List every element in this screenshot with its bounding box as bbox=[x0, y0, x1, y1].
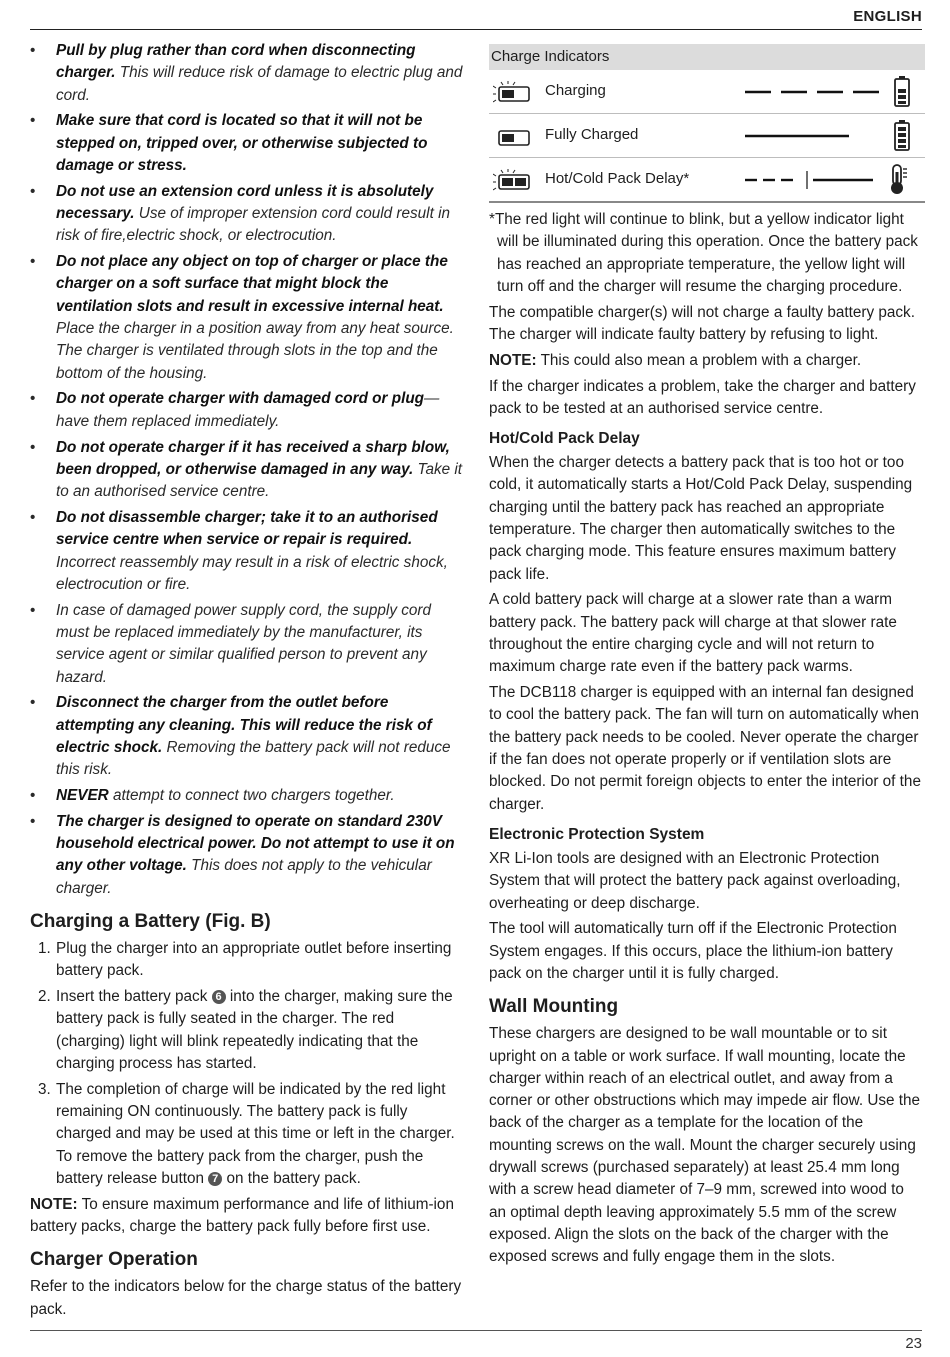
operation-paragraph: Refer to the indicators below for the charge status of the battery pack. bbox=[30, 1278, 462, 1318]
left-column bbox=[30, 40, 466, 1324]
hot-cold-paragraph: A cold battery pack will charge at a slower rate than a warm battery pack. The battery pack will charge at that slower rate throughout the entire charging cycle and will not return to maximum charge rate even if the battery pack warms. bbox=[489, 591, 897, 676]
battery-charging-icon bbox=[893, 75, 911, 114]
solid-pattern-icon bbox=[745, 126, 881, 153]
hot-cold-heading: Hot/Cold Pack Delay bbox=[489, 430, 640, 448]
indicator-label: Charging bbox=[545, 82, 606, 99]
dashed-then-solid-pattern-icon bbox=[745, 170, 881, 197]
warning-item: • Do not operate charger with damaged cord or plug—have them replaced immediately. bbox=[30, 388, 466, 433]
faulty-battery-paragraph: The compatible charger(s) will not charge a faulty battery pack. The charger will indicate faulty battery by refusing to light. bbox=[489, 303, 915, 343]
thermometer-icon bbox=[887, 163, 911, 202]
indicator-label: Fully Charged bbox=[545, 126, 639, 143]
language-label: ENGLISH bbox=[853, 8, 922, 25]
charge-indicators-header: Charge Indicators bbox=[489, 44, 925, 70]
blinking-led-icon bbox=[493, 80, 537, 111]
safety-warnings-list bbox=[30, 40, 466, 900]
callout-badge: 6 bbox=[212, 990, 226, 1004]
eps-paragraph: The tool will automatically turn off if the Electronic Protection System engages. If this occurs, place the lithium-ion battery pack on the charger until it is fully charged. bbox=[489, 920, 897, 982]
dual-led-blinking-icon bbox=[493, 168, 537, 199]
warning-item: • Do not operate charger if it has received a sharp blow, been dropped, or otherwise damaged in any way. Take it to an authorised service centre. bbox=[30, 437, 466, 504]
warning-item: • Pull by plug rather than cord when disconnecting charger. This will reduce risk of damage to electric plug and cord. bbox=[30, 40, 466, 107]
step-item: 1. Plug the charger into an appropriate outlet before inserting battery pack. bbox=[38, 939, 452, 980]
wall-mounting-paragraph: These chargers are designed to be wall mountable or to sit upright on a table or work surface. If wall mounting, locate the charger within reach of an electrical outlet, and away from a corner or other obstructions which may impede air flow. Use the back of the charger as a template for the location of the mounting screws on the wall. Mount the charger securely using drywall screws (purchased separately) at least 25.4 mm long with a screw head diameter of 7–9 mm, screwed into wood to an optimal depth leaving approximately 5.5 mm of the screw exposed. Align the slots on the back of the charger with the exposed screws and fully engage them in the slots. bbox=[489, 1025, 921, 1266]
footer-rule bbox=[30, 1330, 922, 1331]
step-item: 3. The completion of charge will be indicated by the red light remaining ON continuously. The battery pack is fully charged and may be used at this time or left in the charger. To remove the battery pack from the charger, push the battery release button 7 on the battery pack. bbox=[38, 1080, 455, 1187]
callout-badge: 7 bbox=[208, 1172, 222, 1186]
charge-indicators-table bbox=[489, 44, 925, 203]
warning-item: • Do not disassemble charger; take it to an authorised service centre when service or repair is required. Incorrect reassembly may result in a risk of electric shock, electrocution or fire. bbox=[30, 507, 466, 596]
warning-item: • Make sure that cord is located so that it will not be stepped on, tripped over, or otherwise subjected to damage or stress. bbox=[30, 110, 466, 177]
indicator-row-fully-charged bbox=[489, 114, 925, 158]
warning-item: • Do not use an extension cord unless it is absolutely necessary. Use of improper extension cord could result in risk of fire,electric shock, or electrocution. bbox=[30, 181, 466, 248]
charging-steps bbox=[30, 938, 466, 1190]
warning-item: • Disconnect the charger from the outlet before attempting any cleaning. This will reduce the risk of electric shock. Removing the battery pack will not reduce this risk. bbox=[30, 692, 466, 781]
charging-heading: Charging a Battery (Fig. B) bbox=[30, 910, 271, 932]
asterisk-note: *The red light will continue to blink, but a yellow indicator light will be illuminated during this operation. Once the battery pack has reached an appropriate temperature, the yellow light will turn off and the charger will resume the charging procedure. bbox=[489, 211, 918, 295]
indicator-label: Hot/Cold Pack Delay* bbox=[545, 170, 690, 187]
charger-operation-heading: Charger Operation bbox=[30, 1249, 198, 1271]
led-on-icon bbox=[493, 124, 537, 155]
warning-item: • NEVER attempt to connect two chargers together. bbox=[30, 785, 466, 807]
step-item: 2. Insert the battery pack 6 into the charger, making sure the battery pack is fully seated in the charger. The red (charging) light will blink repeatedly indicating that the charging process has started. bbox=[38, 988, 453, 1072]
right-column bbox=[489, 44, 925, 1272]
warning-item: • The charger is designed to operate on standard 230V household electrical power. Do not attempt to use it on any other voltage. This does not apply to the vehicular charger. bbox=[30, 811, 466, 900]
note-paragraph: NOTE: To ensure maximum performance and life of lithium-ion battery packs, charge the battery pack fully before first use. bbox=[30, 1195, 454, 1236]
problem-paragraph: If the charger indicates a problem, take the charger and battery pack to be tested at an authorised service centre. bbox=[489, 377, 916, 417]
header-rule bbox=[30, 29, 922, 30]
indicator-row-hot-cold-delay bbox=[489, 158, 925, 203]
warning-item: • Do not place any object on top of charger or place the charger on a soft surface that might block the ventilation slots and result in excessive internal heat. Place the charger in a position away from any heat source. The charger is ventilated through slots in the top and the bottom of the housing. bbox=[30, 251, 466, 385]
warning-item: • In case of damaged power supply cord, the supply cord must be replaced immediately by the manufacturer, its service agent or similar qualified person to prevent any hazard. bbox=[30, 600, 466, 689]
eps-heading: Electronic Protection System bbox=[489, 825, 705, 843]
battery-full-icon bbox=[893, 119, 911, 158]
dashed-pattern-icon bbox=[745, 82, 881, 109]
hot-cold-paragraph: When the charger detects a battery pack that is too hot or too cold, it automatically starts a Hot/Cold Pack Delay, suspending charging until the battery pack has reached an appropriate temperature. The charger then automatically switches to the pack charging mode. This feature ensures maximum battery pack life. bbox=[489, 454, 913, 583]
eps-paragraph: XR Li-Ion tools are designed with an Electronic Protection System that will protect the battery pack against overloading, overheating or deep discharge. bbox=[489, 849, 901, 912]
page-number: 23 bbox=[905, 1335, 922, 1352]
note-paragraph: NOTE: This could also mean a problem with a charger. bbox=[489, 351, 862, 369]
indicator-row-charging bbox=[489, 70, 925, 114]
wall-mounting-heading: Wall Mounting bbox=[489, 996, 619, 1018]
fan-paragraph: The DCB118 charger is equipped with an internal fan designed to cool the battery pack. The fan will turn on automatically when the battery pack needs to be cooled. Never operate the charger if the fan does not operate properly or if ventilation slots are blocked. Do not permit foreign objects to enter the interior of the charger. bbox=[489, 684, 921, 813]
